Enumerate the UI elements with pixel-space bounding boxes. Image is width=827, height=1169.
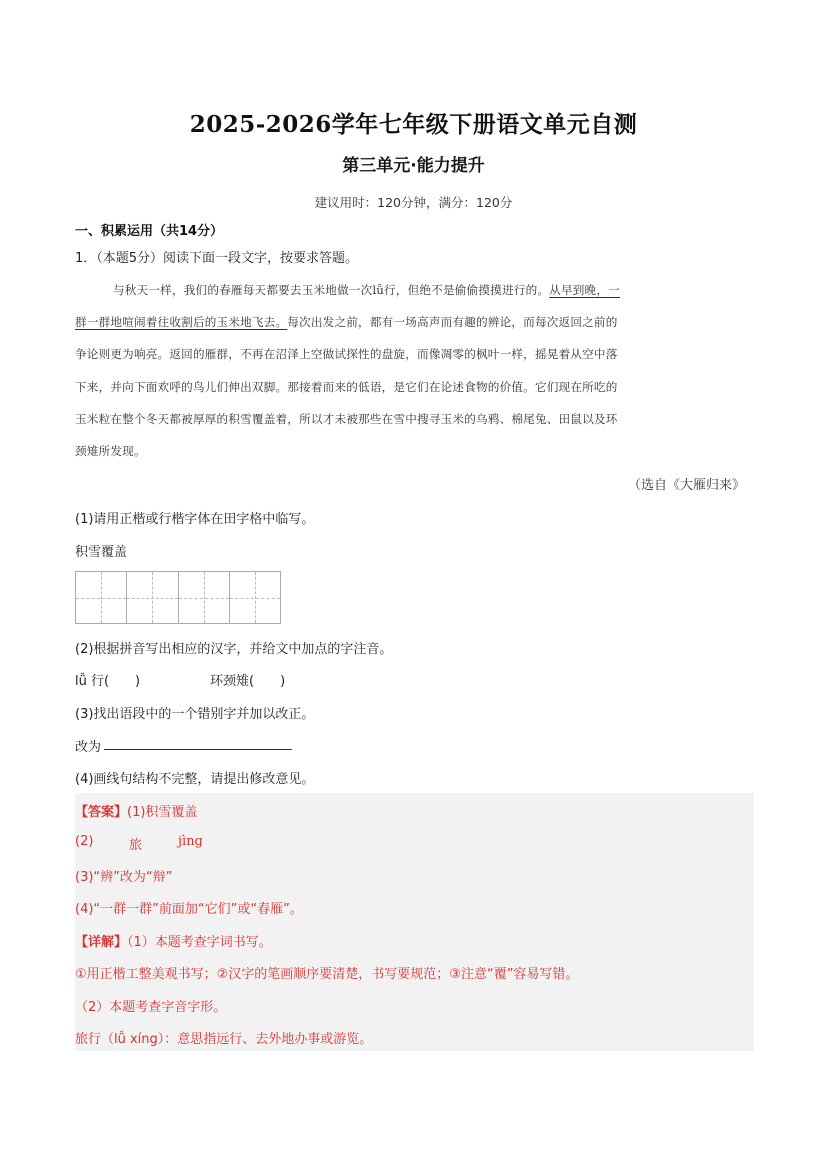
detail-text: （1）本题考查字词书写。 [127, 935, 272, 950]
answer-text: (1)积雪覆盖 [127, 805, 198, 820]
pinyin-blank-2[interactable]: 环颈雉( ) [210, 674, 286, 689]
detail-line-2: ①用正楷工整美观书写；②汉字的笔画顺序要清楚，书写要规范；③注意“覆”容易写错。 [75, 967, 579, 982]
answer-2-pinyin: jìng [178, 834, 203, 849]
grid-cell[interactable] [76, 572, 127, 623]
passage-source: （选自《大雁归来》 [627, 478, 745, 493]
passage-line-1 [113, 282, 747, 298]
question-1-stem: 1．（本题5分）阅读下面一段文字，按要求答题。 [75, 251, 359, 266]
correction-blank[interactable] [104, 749, 292, 750]
sub-question-4: (4)画线句结构不完整，请提出修改意见。 [75, 772, 315, 787]
time-info: 建议用时：120分钟，满分：120分 [314, 195, 513, 210]
passage-line-3: 争论则更为响亮。返回的雁群，不再在沼泽上空做试探性的盘旋，而像凋零的枫叶一样，摇晃着从空中落 [75, 347, 618, 361]
passage-text: 每次出发之前，都有一场高声而有趣的辨论，而每次返回之前的 [287, 315, 618, 329]
correction-label: 改为 [75, 740, 102, 755]
answer-line-4: (4)“一群一群”前面加“它们”或“春雁”。 [75, 902, 303, 917]
passage-line-4: 下来，并向下面欢呼的鸟儿们伸出双脚。那接着而来的低语，是它们在论述食物的价值。它们现在所吃的 [75, 380, 618, 394]
grid-cell[interactable] [127, 572, 178, 623]
sub-question-1: (1)请用正楷或行楷字体在田字格中临写。 [75, 512, 315, 527]
detail-line-1 [75, 931, 272, 950]
answer-2-number: (2) [75, 834, 94, 849]
passage-line-6: 颈雉所发现。 [75, 444, 146, 458]
page-title: 2025-2026学年七年级下册语文单元自测 [189, 111, 638, 138]
page-subtitle: 第三单元·能力提升 [342, 156, 485, 176]
answer-2-char: 旅 [129, 838, 143, 853]
answer-label: 【答案】 [75, 805, 128, 820]
underlined-sentence: 从早到晚，一 [549, 283, 620, 297]
answer-line-1 [75, 801, 197, 820]
tianzige-grid[interactable] [75, 571, 281, 624]
sub-question-3: (3)找出语段中的一个错别字并加以改正。 [75, 707, 315, 722]
sub-question-2: (2)根据拼音写出相应的汉字，并给文中加点的字注音。 [75, 642, 393, 657]
detail-label: 【详解】 [75, 935, 128, 950]
detail-line-4: 旅行（lǚ xíng）：意思指远行、去外地办事或游览。 [75, 1032, 373, 1047]
section-heading: 一、积累运用（共14分） [75, 224, 224, 239]
copy-word: 积雪覆盖 [75, 545, 128, 560]
answer-line-3: (3)“辨”改为“辩” [75, 870, 173, 885]
grid-cell[interactable] [179, 572, 230, 623]
passage-line-5: 玉米粒在整个冬天都被厚厚的积雪覆盖着，所以才未被那些在雪中搜寻玉米的乌鸦、棉尾兔、田鼠以及环 [75, 412, 618, 426]
grid-cell[interactable] [230, 572, 280, 623]
passage-line-2 [75, 314, 747, 330]
detail-line-3: （2）本题考查字音字形。 [75, 1000, 227, 1015]
underlined-sentence: 群一群地喧闹着往收割后的玉米地飞去。 [75, 315, 288, 329]
passage-text: 与秋天一样，我们的春雁每天都要去玉米地做一次lǚ行，但绝不是偷偷摸摸进行的。 [113, 283, 550, 297]
pinyin-blank-1[interactable]: lǚ 行( ) [75, 674, 141, 689]
